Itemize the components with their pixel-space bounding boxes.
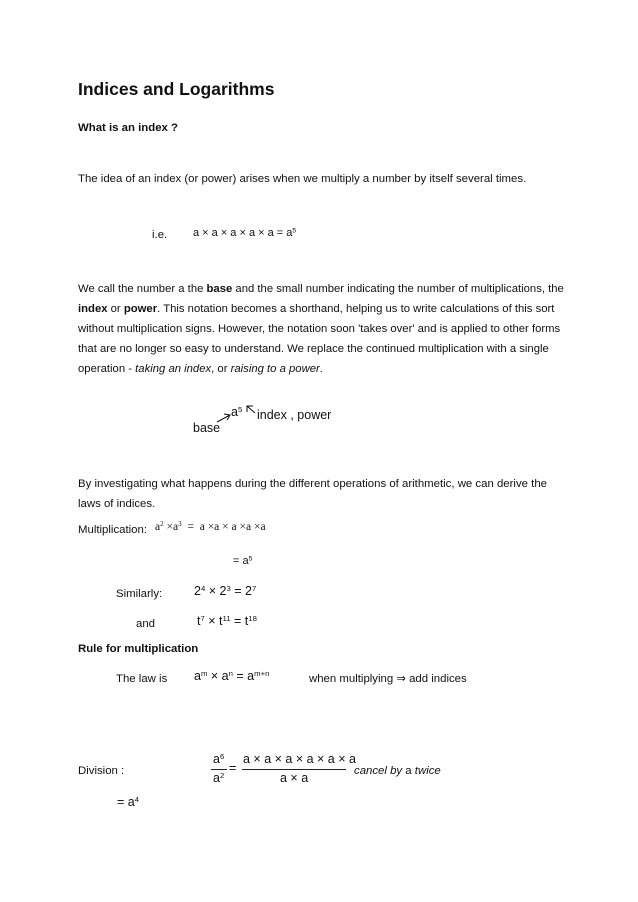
div-den-p: 2 bbox=[219, 770, 225, 780]
law-c: = a bbox=[232, 669, 255, 683]
and-b: × t bbox=[204, 614, 223, 628]
mult-times: × bbox=[166, 521, 174, 533]
law-expression bbox=[194, 669, 269, 683]
mult-result-power: 5 bbox=[248, 555, 253, 563]
similarly-label: Similarly: bbox=[116, 588, 163, 600]
ie-label: i.e. bbox=[152, 229, 168, 241]
division-note-plain: a bbox=[402, 765, 415, 777]
mult-result-text: = a bbox=[233, 555, 249, 567]
para-text-6: . bbox=[319, 363, 323, 375]
division-equals: = bbox=[229, 761, 237, 775]
division-denominator bbox=[213, 771, 224, 785]
mult-lhs-b: a bbox=[173, 521, 179, 533]
similarly-expression bbox=[194, 584, 256, 598]
para-text-3: or bbox=[107, 303, 124, 315]
and-pa: 7 bbox=[200, 613, 205, 623]
and-pc: 18 bbox=[248, 613, 257, 623]
and-expression bbox=[197, 614, 257, 628]
law-pb: n bbox=[228, 668, 233, 678]
para-bold-index: index bbox=[78, 303, 108, 315]
division-fraction-line-2 bbox=[242, 769, 346, 770]
para-text-1: We call the number a the bbox=[78, 283, 207, 295]
division-expanded-numerator: a × a × a × a × a × a bbox=[243, 752, 356, 766]
ie-power: 5 bbox=[292, 227, 297, 235]
law-a: a bbox=[194, 669, 201, 683]
division-expanded-denominator: a × a bbox=[280, 771, 309, 785]
mult-eq: = bbox=[187, 521, 194, 533]
multiplication-result bbox=[233, 555, 252, 567]
division-note-italic-2: twice bbox=[414, 765, 441, 777]
para-text-2: and the small number indicating the number of multiplications, the bbox=[232, 283, 564, 295]
division-numerator bbox=[213, 752, 224, 766]
diagram-base-label: base bbox=[193, 421, 221, 435]
para-italic-1: taking an index bbox=[135, 363, 212, 375]
para-bold-base: base bbox=[206, 283, 233, 295]
laws-intro-text: By investigating what happens during the different operations of arithmetic, we can derive the laws of indices. bbox=[78, 478, 547, 510]
multiplication-label: Multiplication: bbox=[78, 524, 148, 536]
sim-b: × 2 bbox=[205, 584, 227, 598]
division-label: Division : bbox=[78, 765, 125, 777]
mult-lhs-a: a bbox=[155, 521, 161, 533]
law-pa: m bbox=[200, 668, 208, 678]
sim-c: = 2 bbox=[230, 584, 252, 598]
diagram-index-label: index , power bbox=[257, 408, 332, 422]
ie-expression bbox=[193, 227, 296, 239]
mult-lhs-p2: 3 bbox=[178, 520, 182, 529]
sim-a: 2 bbox=[194, 584, 201, 598]
mult-lhs-p1: 2 bbox=[160, 520, 164, 529]
what-is-index-heading: What is an index ? bbox=[78, 122, 178, 134]
division-result bbox=[117, 795, 139, 809]
division-note bbox=[354, 761, 441, 781]
sim-pa: 4 bbox=[200, 583, 206, 593]
mult-rhs: a ×a × a ×a ×a bbox=[199, 521, 266, 533]
rule-heading: Rule for multiplication bbox=[78, 643, 199, 655]
div-result-power: 4 bbox=[134, 794, 140, 804]
diagram-arrows-icon bbox=[215, 403, 263, 425]
div-result-text: = a bbox=[117, 795, 135, 809]
law-label: The law is bbox=[116, 673, 168, 685]
page-title: Indices and Logarithms bbox=[78, 79, 275, 99]
div-num-p: 6 bbox=[219, 751, 225, 761]
notation-paragraph bbox=[78, 279, 564, 379]
para-text-4: . This notation becomes a shorthand, helping us to write calculations of this sort without multiplication signs. However, the notation soon 'takes over' and is applied to other forms that are no longer so easy to understand. We replace the continued multiplication with a single operation - bbox=[78, 303, 561, 375]
law-b: × a bbox=[207, 669, 229, 683]
para-text-5: , or bbox=[211, 363, 231, 375]
diagram-a: a bbox=[231, 405, 238, 419]
and-label: and bbox=[136, 618, 156, 630]
sim-pc: 7 bbox=[251, 583, 257, 593]
diagram-power: 5 bbox=[237, 404, 243, 414]
intro-text: The idea of an index (or power) arises when we multiply a number by itself several times. bbox=[78, 173, 527, 185]
para-italic-2: raising to a power bbox=[230, 363, 320, 375]
multiplication-expression bbox=[155, 521, 266, 533]
sim-pb: 3 bbox=[226, 583, 231, 593]
and-pb: 11 bbox=[222, 613, 231, 623]
and-a: t bbox=[197, 614, 201, 628]
div-num-a: a bbox=[213, 752, 220, 766]
ie-expr-text: a × a × a × a × a = a bbox=[193, 227, 293, 239]
para-bold-power: power bbox=[123, 303, 158, 315]
and-c: = t bbox=[230, 614, 249, 628]
law-pc: m+n bbox=[254, 668, 270, 678]
div-den-a: a bbox=[213, 771, 220, 785]
law-note: when multiplying ⇒ add indices bbox=[309, 673, 467, 685]
division-note-italic: cancel by bbox=[354, 765, 403, 777]
